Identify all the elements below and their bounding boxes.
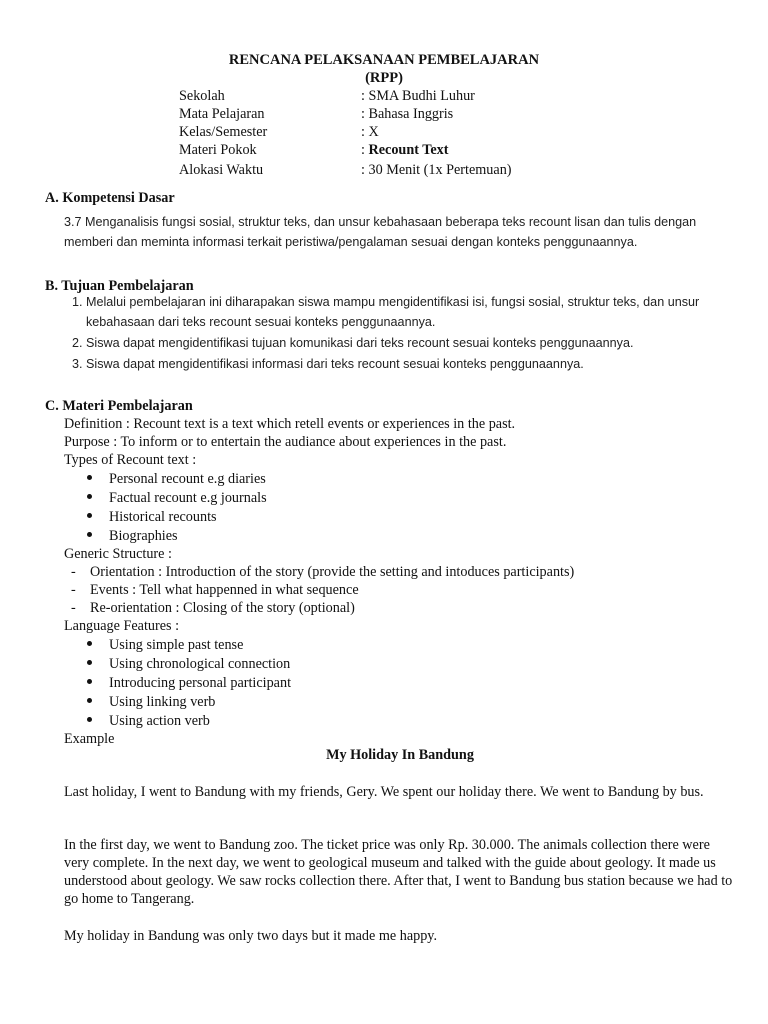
info-value	[361, 141, 449, 159]
info-label: Alokasi Waktu	[179, 162, 264, 178]
language-item: Using linking verb	[109, 694, 216, 710]
types-label: Types of Recount text :	[64, 452, 197, 468]
dash-marker: -	[71, 600, 76, 616]
list-item-text: Siswa dapat mengidentifikasi informasi dari teks recount sesuai konteks penggunaannya.	[86, 357, 584, 371]
language-item: Using action verb	[109, 713, 210, 729]
story-paragraph: Last holiday, I went to Bandung with my friends, Gery. We spent our holiday there. We went to Bandung by bus.	[64, 784, 704, 800]
list-number: 3.	[72, 357, 83, 371]
language-item: Using simple past tense	[109, 637, 244, 653]
document-title: RENCANA PELAKSANAAN PEMBELAJARAN	[228, 52, 540, 68]
list-item-text: Melalui pembelajaran ini diharapakan siswa mampu mengidentifikasi isi, fungsi sosial, struktur teks, dan unsur kebahasaan dari teks recount sesuai konteks penggunaannya.	[86, 295, 700, 329]
list-number: 2.	[72, 336, 83, 350]
purpose-text: Purpose : To inform or to entertain the audiance about experiences in the past.	[64, 434, 507, 450]
language-label: Language Features :	[64, 618, 180, 634]
story-paragraph: My holiday in Bandung was only two days but it made me happy.	[64, 928, 438, 944]
dash-marker: -	[71, 582, 76, 598]
bullet-icon	[86, 712, 94, 720]
info-label: Mata Pelajaran	[179, 106, 265, 122]
list-item	[64, 354, 734, 374]
list-item	[64, 292, 734, 332]
info-value: : SMA Budhi Luhur	[361, 88, 475, 104]
structure-label: Generic Structure :	[64, 546, 172, 562]
bullet-icon	[86, 508, 94, 516]
bullet-icon	[86, 674, 94, 682]
bullet-icon	[86, 636, 94, 644]
document-subtitle: (RPP)	[365, 70, 403, 86]
info-value-prefix: :	[361, 142, 369, 158]
bullet-icon	[86, 489, 94, 497]
type-item: Factual recount e.g journals	[109, 490, 267, 506]
type-item: Personal recount e.g diaries	[109, 471, 266, 487]
kompetensi-text: 3.7 Menganalisis fungsi sosial, struktur teks, dan unsur kebahasaan beberapa teks recount lisan dan tulis dengan memberi dan meminta informasi terkait peristiwa/pengalaman sesuai dengan konteks penggunaannya.	[64, 215, 697, 249]
section-heading-materi: C. Materi Pembelajaran	[45, 398, 193, 414]
bullet-icon	[86, 693, 94, 701]
list-item	[64, 333, 734, 353]
info-value: : X	[361, 124, 379, 140]
list-number: 1.	[72, 295, 83, 309]
info-value-bold: Recount Text	[368, 142, 449, 158]
info-value: : Bahasa Inggris	[361, 106, 454, 122]
tujuan-list	[64, 292, 734, 375]
story-paragraph: In the first day, we went to Bandung zoo. The ticket price was only Rp. 30.000. The animals collection there were very complete. In the next day, we went to geological museum and talked with the guide about geology. It made us understood about geology. We saw rocks collection there. After that, I went to Bandung bus station because we had to go home to Tangerang.	[64, 837, 733, 907]
example-label: Example	[64, 731, 115, 747]
info-label: Materi Pokok	[179, 142, 257, 158]
bullet-icon	[86, 527, 94, 535]
language-item: Using chronological connection	[109, 656, 291, 672]
language-item: Introducing personal participant	[109, 675, 292, 691]
structure-item: Orientation : Introduction of the story (provide the setting and intoduces participants)	[90, 564, 575, 580]
list-item-text: Siswa dapat mengidentifikasi tujuan komunikasi dari teks recount sesuai konteks penggunaannya.	[86, 336, 634, 350]
definition-text: Definition : Recount text is a text which retell events or experiences in the past.	[64, 416, 516, 432]
structure-item: Events : Tell what happenned in what sequence	[90, 582, 359, 598]
info-label: Sekolah	[179, 88, 225, 104]
info-label: Kelas/Semester	[179, 124, 268, 140]
type-item: Biographies	[109, 528, 178, 544]
section-heading-kompetensi: A. Kompetensi Dasar	[45, 190, 175, 206]
story-title: My Holiday In Bandung	[326, 747, 474, 763]
structure-item: Re-orientation : Closing of the story (optional)	[90, 600, 355, 616]
type-item: Historical recounts	[109, 509, 217, 525]
section-heading-tujuan: B. Tujuan Pembelajaran	[45, 278, 194, 294]
bullet-icon	[86, 470, 94, 478]
dash-marker: -	[71, 564, 76, 580]
info-value: : 30 Menit (1x Pertemuan)	[361, 162, 512, 178]
bullet-icon	[86, 655, 94, 663]
